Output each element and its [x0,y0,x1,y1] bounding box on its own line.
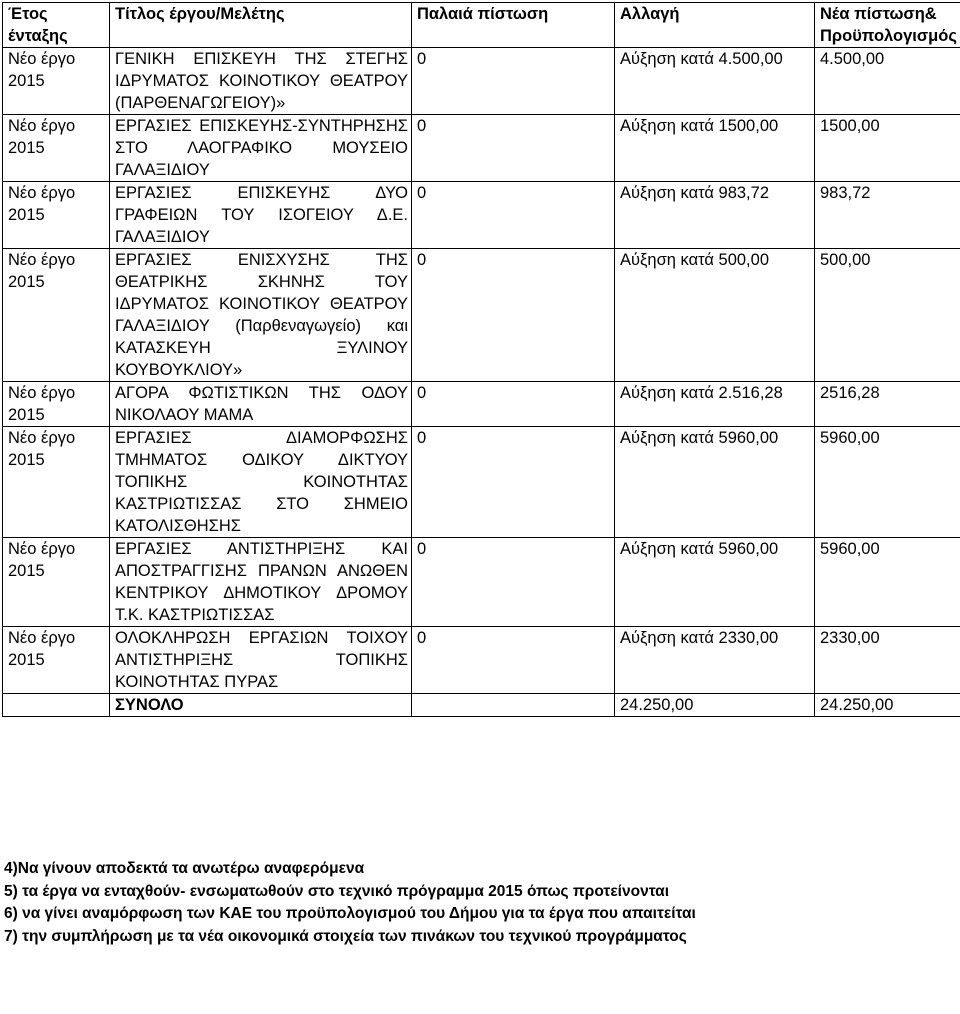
header-year: Έτος ένταξης [3,3,110,48]
cell-empty [412,694,615,717]
cell-change: Αύξηση κατά 4.500,00 [615,48,815,115]
cell-old-credit: 0 [412,382,615,427]
cell-change: Αύξηση κατά 5960,00 [615,538,815,627]
note-item: 6) να γίνει αναμόρφωση των ΚΑΕ του προϋπολογισμού του Δήμου για τα έργα που απαιτείται [4,905,696,923]
table-row [3,249,960,382]
cell-year: Νέο έργο 2015 [3,382,110,427]
table-row [3,427,960,538]
note-item: 7) την συμπλήρωση με τα νέα οικονομικά στοιχεία των πινάκων του τεχνικού προγράμματος [4,927,687,945]
total-row [3,694,960,717]
cell-change: Αύξηση κατά 5960,00 [615,427,815,538]
table-row [3,382,960,427]
total-new-credit: 24.250,00 [815,694,960,717]
table-row [3,115,960,182]
cell-year: Νέο έργο 2015 [3,249,110,382]
header-title: Τίτλος έργου/Μελέτης [110,3,412,48]
cell-new-credit: 2330,00 [815,627,960,694]
cell-title: ΕΡΓΑΣΙΕΣ ΕΠΙΣΚΕΥΗΣ-ΣΥΝΤΗΡΗΣΗΣ ΣΤΟ ΛΑΟΓΡΑΦΙΚΟ ΜΟΥΣΕΙΟ ΓΑΛΑΞΙΔΙΟΥ [110,115,412,182]
cell-new-credit: 4.500,00 [815,48,960,115]
total-change: 24.250,00 [615,694,815,717]
table-row [3,538,960,627]
cell-title: ΕΡΓΑΣΙΕΣ ΔΙΑΜΟΡΦΩΣΗΣ ΤΜΗΜΑΤΟΣ ΟΔΙΚΟΥ ΔΙΚΤΥΟΥ ΤΟΠΙΚΗΣ ΚΟΙΝΟΤΗΤΑΣ ΚΑΣΤΡΙΩΤΙΣΣΑΣ ΣΤΟ ΣΗΜΕΙΟ ΚΑΤΟΛΙΣΘΗΣΗΣ [110,427,412,538]
cell-old-credit: 0 [412,427,615,538]
cell-old-credit: 0 [412,115,615,182]
note-item: 4)Να γίνουν αποδεκτά τα ανωτέρω αναφερόμενα [4,860,365,877]
cell-title: ΓΕΝΙΚΗ ΕΠΙΣΚΕΥΗ ΤΗΣ ΣΤΕΓΗΣ ΙΔΡΥΜΑΤΟΣ ΚΟΙΝΟΤΙΚΟΥ ΘΕΑΤΡΟΥ (ΠΑΡΘΕΝΑΓΩΓΕΙΟΥ)» [110,48,412,115]
table-header-row [3,3,960,48]
cell-year: Νέο έργο 2015 [3,115,110,182]
cell-change: Αύξηση κατά 500,00 [615,249,815,382]
cell-old-credit: 0 [412,48,615,115]
header-new-credit: Νέα πίστωση& Προϋπολογισμός [815,3,960,48]
table-row [3,627,960,694]
table-row [3,48,960,115]
cell-title: ΕΡΓΑΣΙΕΣ ΑΝΤΙΣΤΗΡΙΞΗΣ ΚΑΙ ΑΠΟΣΤΡΑΓΓΙΣΗΣ ΠΡΑΝΩΝ ΑΝΩΘΕΝ ΚΕΝΤΡΙΚΟΥ ΔΗΜΟΤΙΚΟΥ ΔΡΟΜΟΥ Τ.Κ. ΚΑΣΤΡΙΩΤΙΣΣΑΣ [110,538,412,627]
cell-old-credit: 0 [412,627,615,694]
cell-title: ΕΡΓΑΣΙΕΣ ΕΠΙΣΚΕΥΗΣ ΔΥΟ ΓΡΑΦΕΙΩΝ ΤΟΥ ΙΣΟΓΕΙΟΥ Δ.Ε. ΓΑΛΑΞΙΔΙΟΥ [110,182,412,249]
cell-title: ΕΡΓΑΣΙΕΣ ΕΝΙΣΧΥΣΗΣ ΤΗΣ ΘΕΑΤΡΙΚΗΣ ΣΚΗΝΗΣ ΤΟΥ ΙΔΡΥΜΑΤΟΣ ΚΟΙΝΟΤΙΚΟΥ ΘΕΑΤΡΟΥ ΓΑΛΑΞΙΔΙΟΥ (Παρθεναγωγείο) και ΚΑΤΑΣΚΕΥΗ ΞΥΛΙΝΟΥ ΚΟΥΒΟΥΚΛΙΟΥ» [110,249,412,382]
total-label: ΣΥΝΟΛΟ [110,694,412,717]
note-item: 5) τα έργα να ενταχθούν- ενσωματωθούν στο τεχνικό πρόγραμμα 2015 όπως προτείνονται [4,882,670,900]
cell-new-credit: 500,00 [815,249,960,382]
cell-year: Νέο έργο 2015 [3,627,110,694]
cell-new-credit: 5960,00 [815,538,960,627]
cell-title: ΑΓΟΡΑ ΦΩΤΙΣΤΙΚΩΝ ΤΗΣ ΟΔΟΥ ΝΙΚΟΛΑΟΥ ΜΑΜΑ [110,382,412,427]
cell-change: Αύξηση κατά 1500,00 [615,115,815,182]
cell-year: Νέο έργο 2015 [3,427,110,538]
cell-year: Νέο έργο 2015 [3,182,110,249]
cell-change: Αύξηση κατά 2.516,28 [615,382,815,427]
cell-change: Αύξηση κατά 2330,00 [615,627,815,694]
cell-new-credit: 5960,00 [815,427,960,538]
cell-change: Αύξηση κατά 983,72 [615,182,815,249]
cell-year: Νέο έργο 2015 [3,48,110,115]
cell-title: ΟΛΟΚΛΗΡΩΣΗ ΕΡΓΑΣΙΩΝ ΤΟΙΧΟΥ ΑΝΤΙΣΤΗΡΙΞΗΣ ΤΟΠΙΚΗΣ ΚΟΙΝΟΤΗΤΑΣ ΠΥΡΑΣ [110,627,412,694]
cell-new-credit: 2516,28 [815,382,960,427]
header-change: Αλλαγή [615,3,815,48]
cell-new-credit: 1500,00 [815,115,960,182]
cell-new-credit: 983,72 [815,182,960,249]
projects-table [2,2,960,717]
table-row [3,182,960,249]
cell-empty [3,694,110,717]
cell-old-credit: 0 [412,538,615,627]
header-old-credit: Παλαιά πίστωση [412,3,615,48]
decision-notes [4,858,904,948]
cell-old-credit: 0 [412,182,615,249]
cell-year: Νέο έργο 2015 [3,538,110,627]
cell-old-credit: 0 [412,249,615,382]
